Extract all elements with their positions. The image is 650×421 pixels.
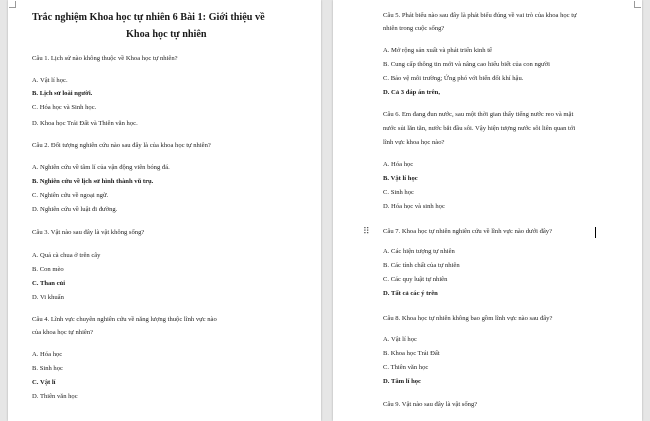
question-4-line2: của khoa học tự nhiên? — [32, 329, 94, 336]
q4-option-d: D. Thiên văn học — [32, 393, 78, 400]
q1-option-a: A. Vật lí học. — [32, 77, 68, 84]
q6-option-d: D. Hóa học và sinh học — [383, 203, 445, 210]
q5-option-c: C. Bảo vệ môi trường; Ứng phó với biến đổi khí hậu. — [383, 75, 524, 82]
question-2: Câu 2. Đối tượng nghiên cứu nào sau đây là của khoa học tự nhiên? — [32, 142, 211, 149]
question-3: Câu 3. Vật nào sau đây là vật không sống? — [32, 229, 145, 236]
q6-option-b-answer: B. Vật lí học — [383, 175, 418, 182]
q4-option-a: A. Hóa học — [32, 351, 63, 358]
q5-option-d-answer: D. Cả 3 đáp án trên, — [383, 89, 440, 96]
q5-option-a: A. Mở rộng sản xuất và phát triển kinh tế — [383, 47, 492, 54]
question-8: Câu 8. Khoa học tự nhiên không bao gồm lĩnh vực nào sau đây? — [383, 315, 553, 322]
q8-option-b: B. Khoa học Trái Đất — [383, 350, 440, 357]
q3-option-d: D. Vi khuẩn — [32, 294, 64, 301]
q3-option-b: B. Con mèo — [32, 266, 64, 273]
question-1: Câu 1. Lịch sử nào không thuộc về Khoa học tự nhiên? — [32, 55, 178, 62]
q3-option-a: A. Quả cà chua ở trên cây — [32, 252, 101, 259]
q4-option-c-answer: C. Vật lí — [32, 379, 56, 386]
q1-option-b-answer: B. Lịch sử loài người. — [32, 90, 93, 97]
q2-option-c: C. Nghiên cứu về ngoại ngữ. — [32, 192, 109, 199]
question-9: Câu 9. Vật nào sau đây là vật sống? — [383, 401, 478, 408]
q4-option-b: B. Sinh học — [32, 365, 63, 372]
q2-option-d: D. Nghiên cứu về luật đi đường. — [32, 206, 118, 213]
document-page-left — [8, 0, 321, 421]
q1-option-d: D. Khoa học Trái Đất và Thiên văn học. — [32, 120, 138, 127]
document-title-line1: Trắc nghiệm Khoa học tự nhiên 6 Bài 1: Giới thiệu về — [32, 12, 265, 23]
q7-option-d-answer: D. Tất cả các ý trên — [383, 290, 438, 297]
q8-option-d-answer: D. Tâm lí học — [383, 378, 421, 385]
page-corner-mark — [634, 1, 641, 8]
question-6-line2: nước sủi lăn tăn, nước bắt đầu sôi. Vậy hiện tượng nước sôi liên quan tới — [383, 125, 576, 132]
q8-option-c: C. Thiên văn học — [383, 364, 429, 371]
drag-handle-icon[interactable]: ⠿ — [363, 227, 370, 237]
q6-option-c: C. Sinh học — [383, 189, 414, 196]
question-7[interactable]: Câu 7. Khoa học tự nhiên nghiên cứu về lĩnh vực nào dưới đây? — [383, 228, 553, 235]
question-4-line1: Câu 4. Lĩnh vực chuyên nghiên cứu về năng lượng thuộc lĩnh vực nào — [32, 316, 217, 323]
document-page-right — [333, 0, 642, 421]
q7-option-c: C. Các quy luật tự nhiên — [383, 276, 448, 283]
page-corner-mark — [9, 1, 16, 8]
q6-option-a: A. Hóa học — [383, 161, 414, 168]
q1-option-c: C. Hóa học và Sinh học. — [32, 104, 97, 111]
q2-option-b-answer: B. Nghiên cứu về lịch sử hình thành vũ trụ. — [32, 178, 154, 185]
q8-option-a: A. Vật lí học — [383, 336, 417, 343]
text-cursor — [595, 227, 596, 238]
q3-option-c-answer: C. Than củi — [32, 280, 66, 287]
question-5-line1: Câu 5. Phát biểu nào sau đây là phát biểu đúng về vai trò của khoa học tự — [383, 12, 577, 19]
document-title-line2: Khoa học tự nhiên — [126, 29, 207, 40]
q7-option-b: B. Các tính chất của tự nhiên — [383, 262, 460, 269]
q2-option-a: A. Nghiên cứu về tâm lí của vận động viên bóng đá. — [32, 164, 170, 171]
question-6-line3: lĩnh vực khoa học nào? — [383, 139, 445, 146]
q5-option-b: B. Cung cấp thông tin mới và nâng cao hiểu biết của con người — [383, 61, 550, 68]
q7-option-a: A. Các hiện tượng tự nhiên — [383, 248, 455, 255]
question-5-line2: nhiên trong cuộc sống? — [383, 25, 445, 32]
question-6-line1: Câu 6. Em đang đun nước, sau một thời gian thấy tiếng nước reo và mặt — [383, 111, 574, 118]
